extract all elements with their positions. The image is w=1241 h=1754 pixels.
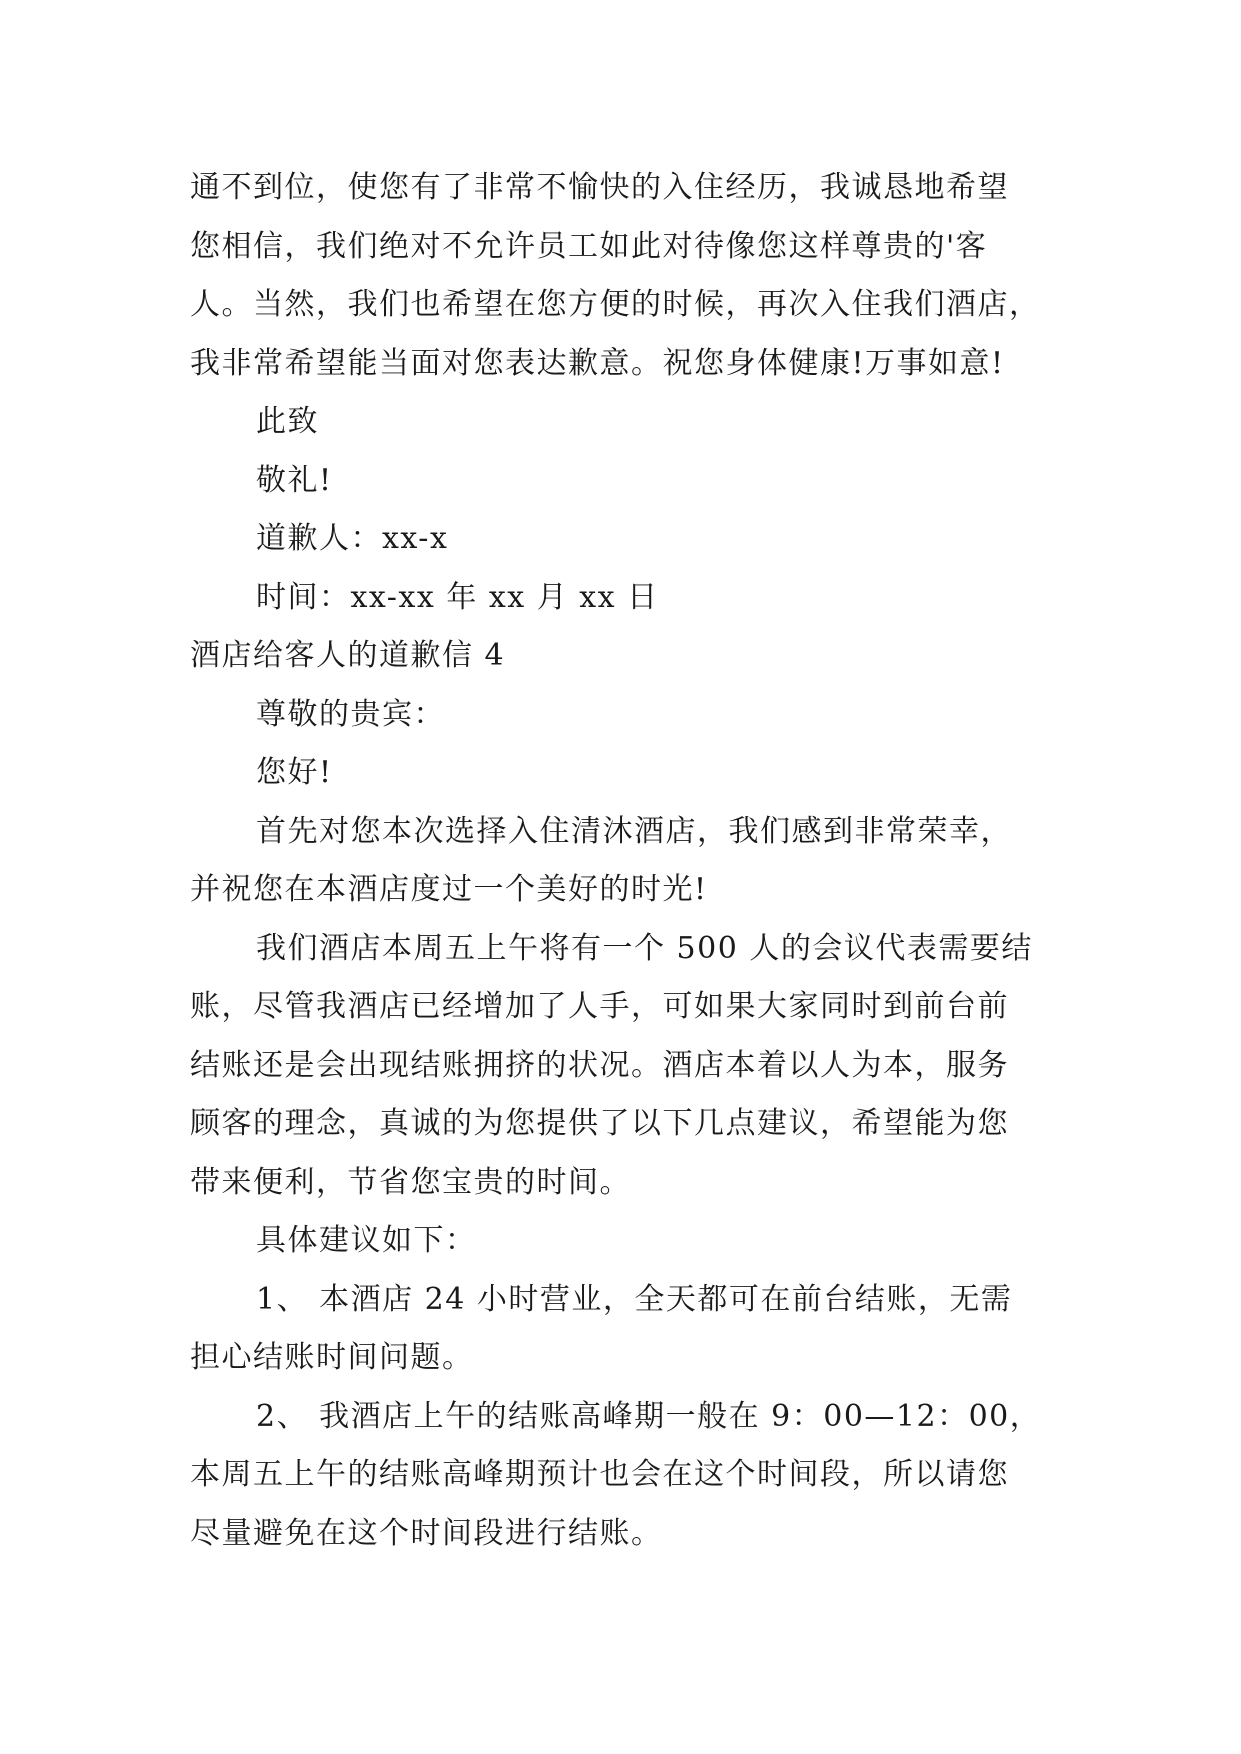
text-line: 并祝您在本酒店度过一个美好的时光! [190, 872, 708, 907]
text-line: 尽量避免在这个时间段进行结账。 [190, 1515, 663, 1551]
text-line: 首先对您本次选择入住清沐酒店，我们感到非常荣幸， [256, 813, 1012, 849]
closing-line: 此致 [256, 404, 319, 439]
text-line: 通不到位，使您有了非常不愉快的入住经历，我诚恳地希望 [190, 170, 1009, 205]
text-line: 担心结账时间问题。 [190, 1340, 474, 1375]
text-line: 顾客的理念，真诚的为您提供了以下几点建议，希望能为您 [190, 1106, 1009, 1141]
text-line: 带来便利，节省您宝贵的时间。 [190, 1164, 631, 1200]
greeting-line: 您好! [256, 755, 333, 790]
document-body [190, 159, 1060, 1563]
list-item: 1、 本酒店 24 小时营业，全天都可在前台结账，无需 [256, 1281, 1013, 1317]
text-line: 结账还是会出现结账拥挤的状况。酒店本着以人为本，服务 [190, 1047, 1009, 1083]
section-heading: 酒店给客人的道歉信 4 [190, 638, 506, 673]
signature-line: 道歉人：xx-x [256, 521, 449, 556]
date-line: 时间：xx-xx 年 xx 月 xx 日 [256, 579, 659, 615]
text-line: 本周五上午的结账高峰期预计也会在这个时间段，所以请您 [190, 1457, 1009, 1492]
list-item: 2、 我酒店上午的结账高峰期一般在 9：00—12：00， [256, 1398, 1042, 1434]
text-line: 我非常希望能当面对您表达歉意。祝您身体健康!万事如意! [190, 345, 1005, 381]
text-line: 您相信，我们绝对不允许员工如此对待像您这样尊贵的'客 [190, 228, 988, 264]
text-line: 人。当然，我们也希望在您方便的时候，再次入住我们酒店， [190, 287, 1041, 322]
salutation-line: 尊敬的贵宾： [256, 696, 445, 732]
text-line: 具体建议如下： [256, 1223, 477, 1258]
closing-line: 敬礼! [256, 462, 333, 498]
text-line: 账，尽管我酒店已经增加了人手，可如果大家同时到前台前 [190, 989, 1009, 1024]
text-line: 我们酒店本周五上午将有一个 500 人的会议代表需要结 [256, 930, 1033, 966]
